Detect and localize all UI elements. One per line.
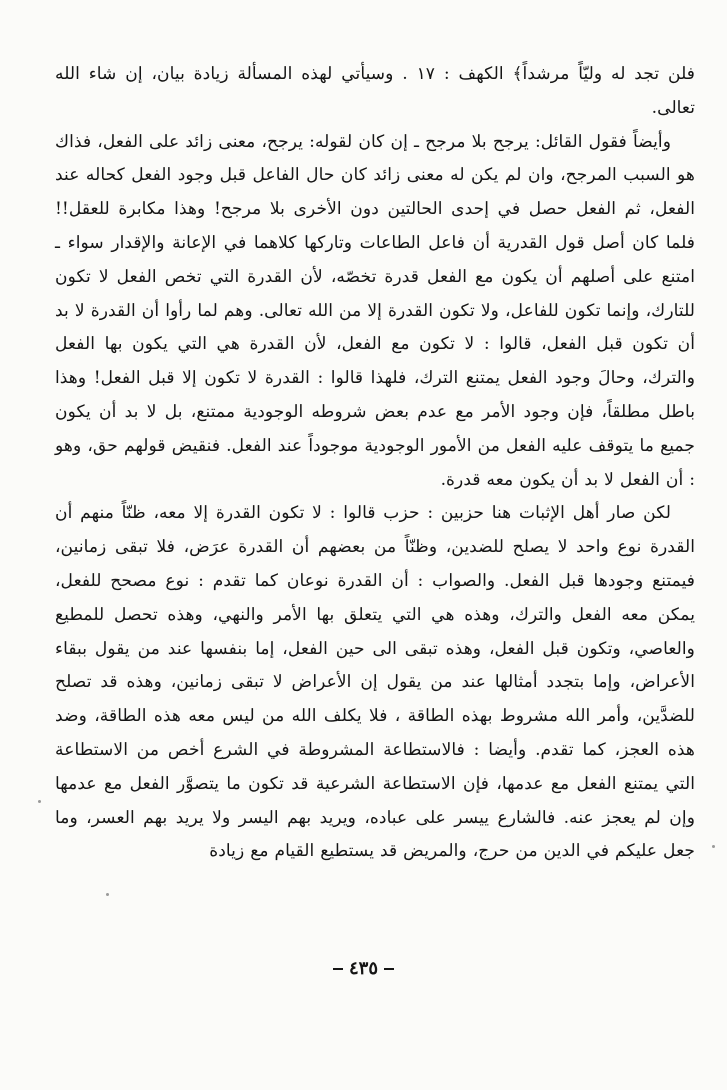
document-page [55, 58, 695, 869]
page-number [0, 958, 727, 979]
scan-speck [712, 845, 715, 848]
scan-speck [38, 800, 41, 803]
paragraph-3: لكن صار أهل الإثبات هنا حزبين : حزب قالوا : لا تكون القدرة إلا معه، ظنّاً منهم أن القدرة نوع واحد لا يصلح للضدين، وظنّاً من بعضهم أن القدرة عرَض، فلا تبقى زمانين، فيمتنع وجودها قبل الفعل. والصواب : أن القدرة نوعان كما تقدم : نوع مصحح للفعل، يمكن معه الفعل والترك، وهذه هي التي يتعلق بها الأمر والنهي، وهذه تحصل للمطيع والعاصي، وتكون قبل الفعل، وهذه تبقى الى حين الفعل، إما بنفسها عند من يقول ببقاء الأعراض، وإما بتجدد أمثالها عند من يقول إن الأعراض لا تبقى زمانين، وهذه قد تصلح للضدَّين، وأمر الله مشروط بهذه الطاقة ، فلا يكلف الله من ليس معه هذه الطاقة، وضد هذه العجز، كما تقدم. وأيضا : فالاستطاعة المشروطة في الشرع أخص من الاستطاعة التي يمتنع الفعل مع عدمها، فإن الاستطاعة الشرعية قد تكون ما يتصوَّر الفعل مع عدمها وإن لم يعجز عنه. فالشارع ييسر على عباده، ويريد بهم اليسر ولا يريد بهم العسر، وما جعل عليكم في الدين من حرج، والمريض قد يستطيع القيام مع زيادة [55, 503, 695, 862]
paragraph-1: فلن تجد له وليّاً مرشداً﴾ الكهف : ١٧ . وسيأتي لهذه المسألة زيادة بيان، إن شاء الله تعالى. [55, 64, 695, 118]
page-number-dash-right [384, 968, 394, 970]
page-number-value: ٤٣٥ [348, 958, 378, 979]
scan-speck [106, 893, 109, 896]
page-number-dash-left [333, 968, 343, 970]
paragraph-2: وأيضاً فقول القائل: يرجح بلا مرجح ـ إن كان لقوله: يرجح، معنى زائد على الفعل، فذاك هو السبب المرجح، وان لم يكن له معنى زائد كان حال الفاعل قبل وجود الفعل كحاله عند الفعل، ثم الفعل حصل في إحدى الحالتين دون الأخرى بلا مرجح! وهذا مكابرة للعقل!! فلما كان أصل قول القدرية أن فاعل الطاعات وتاركها كلاهما في الإعانة والإقدار سواء ـ امتنع على أصلهم أن يكون مع الفعل قدرة تخصّه، لأن القدرة التي تخص الفعل لا تكون للتارك، وإنما تكون للفاعل، ولا تكون القدرة إلا من الله تعالى. وهم لما رأوا أن القدرة لا بد أن تكون قبل الفعل، قالوا : لا تكون مع الفعل، لأن القدرة هي التي يكون بها الفعل والترك، وحالَ وجود الفعل يمتنع الترك، فلهذا قالوا : القدرة لا تكون إلا قبل الفعل! وهذا باطل مطلقاً، فإن وجود الأمر مع عدم بعض شروطه الوجودية ممتنع، بل لا بد أن يكون جميع ما يتوقف عليه الفعل من الأمور الوجودية موجوداً عند الفعل. فنقيض قولهم حق، وهو : أن الفعل لا بد أن يكون معه قدرة. [55, 131, 695, 490]
